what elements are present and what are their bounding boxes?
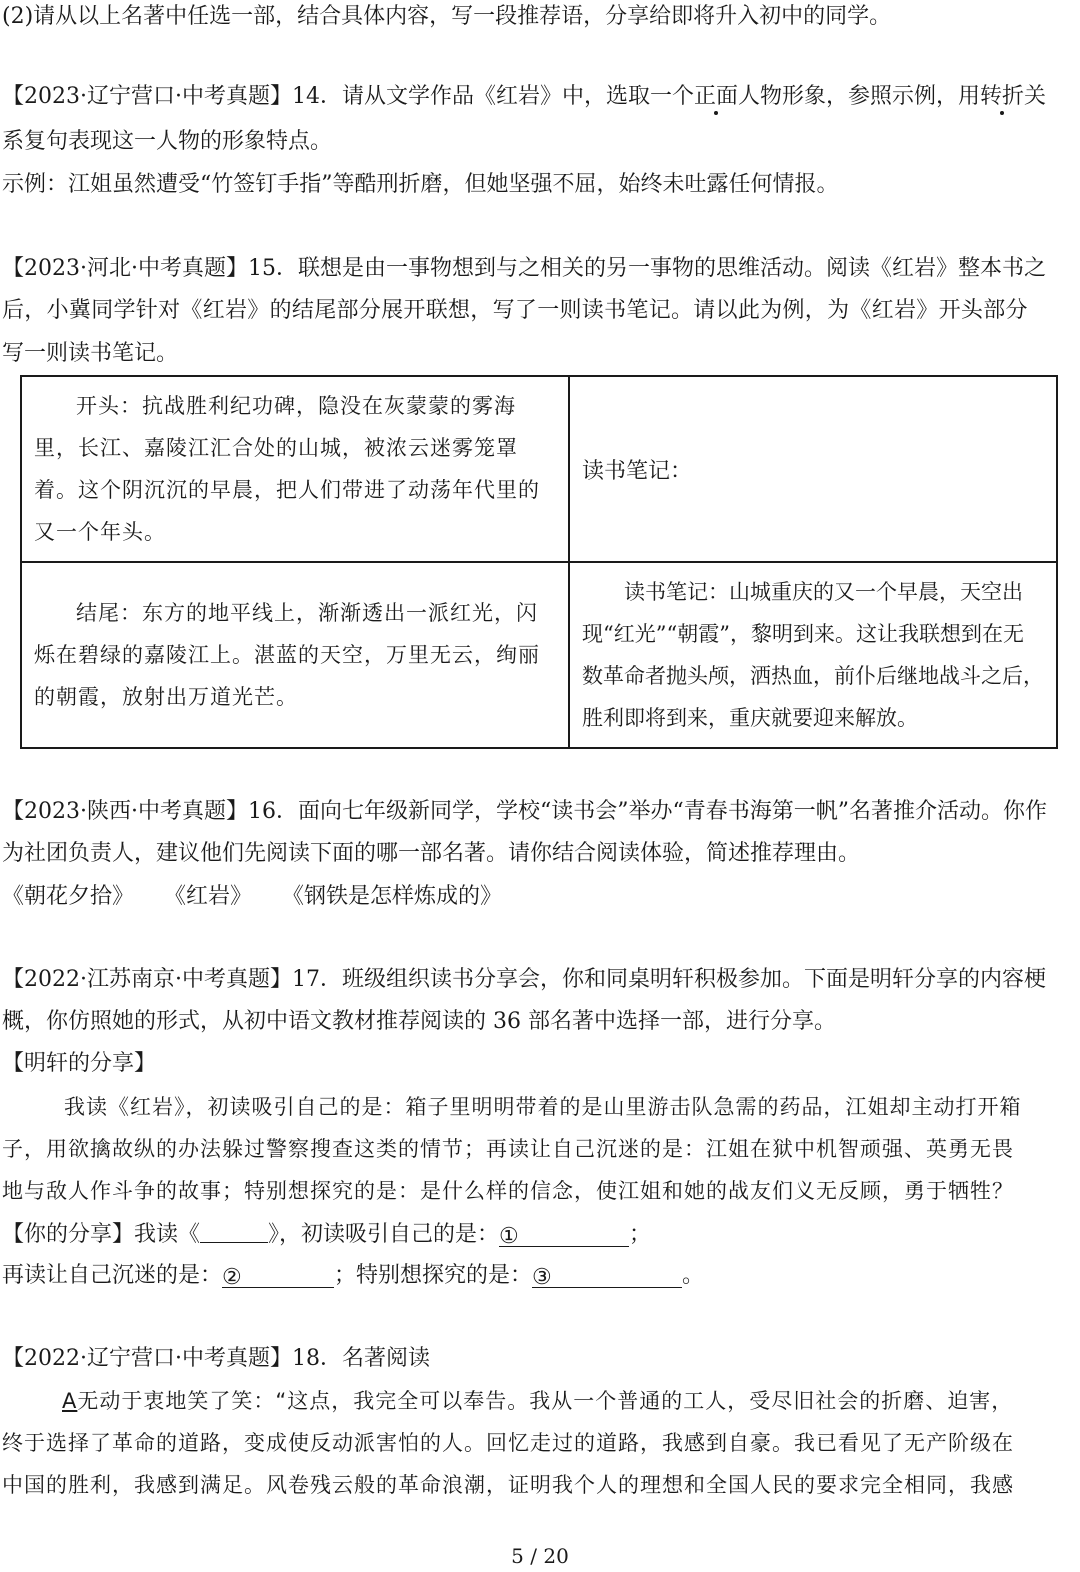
q17-share-line-3: 地与敌人作斗争的故事；特别想探究的是：是什么样的信念，使江姐和她的战友们义无反顾，勇于牺牲？ <box>2 1179 1014 1203</box>
q14-source: 【2023·辽宁营口·中考真题】 <box>2 84 292 109</box>
q17-share-line-2: 子，用欲擒故纵的办法躲过警察搜查这类的情节；再读让自己沉迷的是：江姐在狱中机智顽强、英勇无畏 <box>2 1137 1014 1161</box>
page-number: 5 / 20 <box>511 1544 569 1568</box>
answer-blank-2[interactable] <box>222 1263 334 1288</box>
q17-line-1: 【2022·江苏南京·中考真题】17．班级组织读书分享会，你和同桌明轩积极参加。下面是明轩分享的内容梗 <box>2 967 1046 992</box>
answer-blank-3[interactable] <box>532 1263 682 1288</box>
q17-source: 【2022·江苏南京·中考真题】 <box>2 967 292 992</box>
ending-notes-cell: 读书笔记：山城重庆的又一个早晨，天空出现“红光”“朝霞”，黎明到来。这让我联想到在无数革命者抛头颅，洒热血，前仆后继地战斗之后，胜利即将到来，重庆就要迎来解放。 <box>569 562 1057 748</box>
q16-line-1: 【2023·陕西·中考真题】16．面向七年级新同学，学校“读书会”举办“青春书海第一帆”名著推介活动。你作 <box>2 799 1047 824</box>
q14-example: 示例：江姐虽然遭受“竹签钉手指”等酷刑折磨，但她坚强不屈，始终未吐露任何情报。 <box>2 172 839 197</box>
book-option: 《钢铁是怎样炼成的》 <box>282 884 503 909</box>
your-share-heading: 【你的分享】 <box>2 1222 135 1247</box>
character-placeholder-a: A <box>62 1389 78 1413</box>
q17-share-heading: 【明轩的分享】 <box>2 1051 157 1076</box>
emphasis-zhuanzhe: 转折 <box>980 84 1025 109</box>
q15-line-1: 【2023·河北·中考真题】15．联想是由一事物想到与之相关的另一事物的思维活动。阅读《红岩》整本书之 <box>2 256 1046 281</box>
answer-blank-1[interactable] <box>499 1222 629 1247</box>
opening-excerpt-cell: 开头：抗战胜利纪功碑，隐没在灰蒙蒙的雾海里，长江、嘉陵江汇合处的山城，被浓云迷雾笼罩着。这个阴沉沉的早晨，把人们带进了动荡年代里的又一个年头。 <box>21 376 569 562</box>
q18-source: 【2022·辽宁营口·中考真题】 <box>2 1346 292 1371</box>
marker-3: ③ <box>532 1265 552 1290</box>
book-option: 《红岩》 <box>164 884 253 909</box>
q14-line-1: 【2023·辽宁营口·中考真题】14．请从文学作品《红岩》中，选取一个正面人物形象，参照示例，用转折关 <box>2 84 1047 109</box>
question-2-prompt: (2)请从以上名著中任选一部，结合具体内容，写一段推荐语，分享给即将升入初中的同学。 <box>2 4 892 29</box>
marker-2: ② <box>222 1265 242 1290</box>
q16-book-list <box>2 882 1074 912</box>
q17-your-share: 【你的分享】我读《 》，初读吸引自己的是：① ； <box>2 1218 1074 1250</box>
q18-para-line-3: 中国的胜利，我感到满足。风卷残云般的革命浪潮，证明我个人的理想和全国人民的要求完全相同，我感 <box>2 1473 1014 1497</box>
marker-1: ① <box>499 1224 519 1249</box>
q18-para-line-1: A无动于衷地笑了笑：“这点，我完全可以奉告。我从一个普通的工人，受尽旧社会的折磨、迫害， <box>62 1389 1014 1413</box>
book-title-blank[interactable] <box>200 1218 268 1243</box>
q16-line-2: 为社团负责人，建议他们先阅读下面的哪一部名著。请你结合阅读体验，简述推荐理由。 <box>2 841 861 866</box>
q16-source: 【2023·陕西·中考真题】 <box>2 799 248 824</box>
q15-line-3: 写一则读书笔记。 <box>2 341 179 366</box>
book-option: 《朝花夕拾》 <box>2 884 135 909</box>
opening-notes-cell[interactable]: 读书笔记： <box>569 376 1057 562</box>
reading-notes-table <box>20 375 1058 749</box>
q15-source: 【2023·河北·中考真题】 <box>2 256 248 281</box>
q17-your-share-line-2: 再读让自己沉迷的是：② ；特别想探究的是：③ 。 <box>2 1263 705 1290</box>
q14-line-2: 系复句表现这一人物的形象特点。 <box>2 129 333 154</box>
emphasis-zhengmian: 正面 <box>693 84 738 109</box>
q18-heading: 【2022·辽宁营口·中考真题】18．名著阅读 <box>2 1346 430 1371</box>
ending-excerpt-cell: 结尾：东方的地平线上，渐渐透出一派红光，闪烁在碧绿的嘉陵江上。湛蓝的天空，万里无云，绚丽的朝霞，放射出万道光芒。 <box>21 562 569 748</box>
q15-line-2: 后，小冀同学针对《红岩》的结尾部分展开联想，写了一则读书笔记。请以此为例，为《红岩》开头部分 <box>2 298 1028 323</box>
q18-para-line-2: 终于选择了革命的道路，变成使反动派害怕的人。回忆走过的道路，我感到自豪。我已看见了无产阶级在 <box>2 1431 1014 1455</box>
q17-line-2: 概，你仿照她的形式，从初中语文教材推荐阅读的 36 部名著中选择一部，进行分享。 <box>2 1009 836 1034</box>
q17-share-line-1: 我读《红岩》，初读吸引自己的是：箱子里明明带着的是山里游击队急需的药品，江姐却主动打开箱 <box>64 1095 1022 1119</box>
